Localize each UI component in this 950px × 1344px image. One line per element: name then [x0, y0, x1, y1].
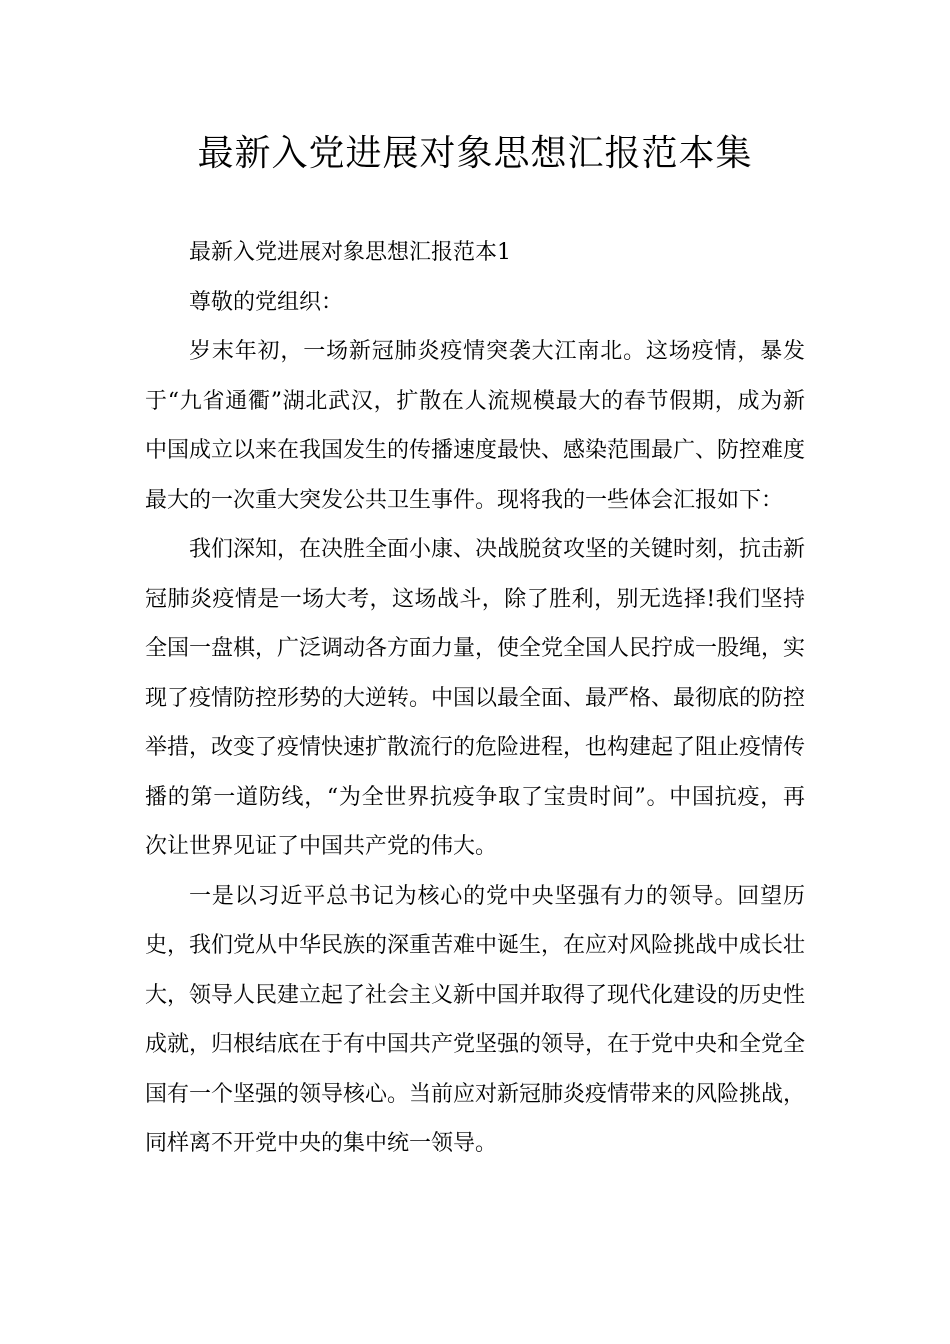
paragraph-1: 岁末年初，一场新冠肺炎疫情突袭大江南北。这场疫情，暴发于“九省通衢”湖北武汉，扩散在人流规模最大的春节假期，成为新中国成立以来在我国发生的传播速度最快、感染范围最广、防控难度最大的一次重大突发公共卫生事件。现将我的一些体会汇报如下： [145, 339, 806, 513]
paragraph-3: 一是以习近平总书记为核心的党中央坚强有力的领导。回望历史，我们党从中华民族的深重苦难中诞生，在应对风险挑战中成长壮大，领导人民建立起了社会主义新中国并取得了现代化建设的历史性成就，归根结底在于有中国共产党坚强的领导，在于党中央和全党全国有一个坚强的领导核心。当前应对新冠肺炎疫情带来的风险挑战，同样离不开党中央的集中统一领导。 [145, 883, 806, 1156]
document-title: 最新入党进展对象思想汇报范本集 [197, 133, 753, 174]
paragraph-2: 我们深知，在决胜全面小康、决战脱贫攻坚的关键时刻，抗击新冠肺炎疫情是一场大考，这场战斗，除了胜利，别无选择!我们坚持全国一盘棋，广泛调动各方面力量，使全党全国人民拧成一股绳，实现了疫情防控形势的大逆转。中国以最全面、最严格、最彻底的防控举措，改变了疫情快速扩散流行的危险进程，也构建起了阻止疫情传播的第一道防线，“为全世界抗疫争取了宝贵时间”。中国抗疫，再次让世界见证了中国共产党的伟大。 [145, 537, 806, 859]
paragraph-salutation: 尊敬的党组织： [189, 289, 344, 315]
document-body [145, 228, 805, 1169]
paragraph-subtitle: 最新入党进展对象思想汇报范本1 [189, 240, 511, 265]
